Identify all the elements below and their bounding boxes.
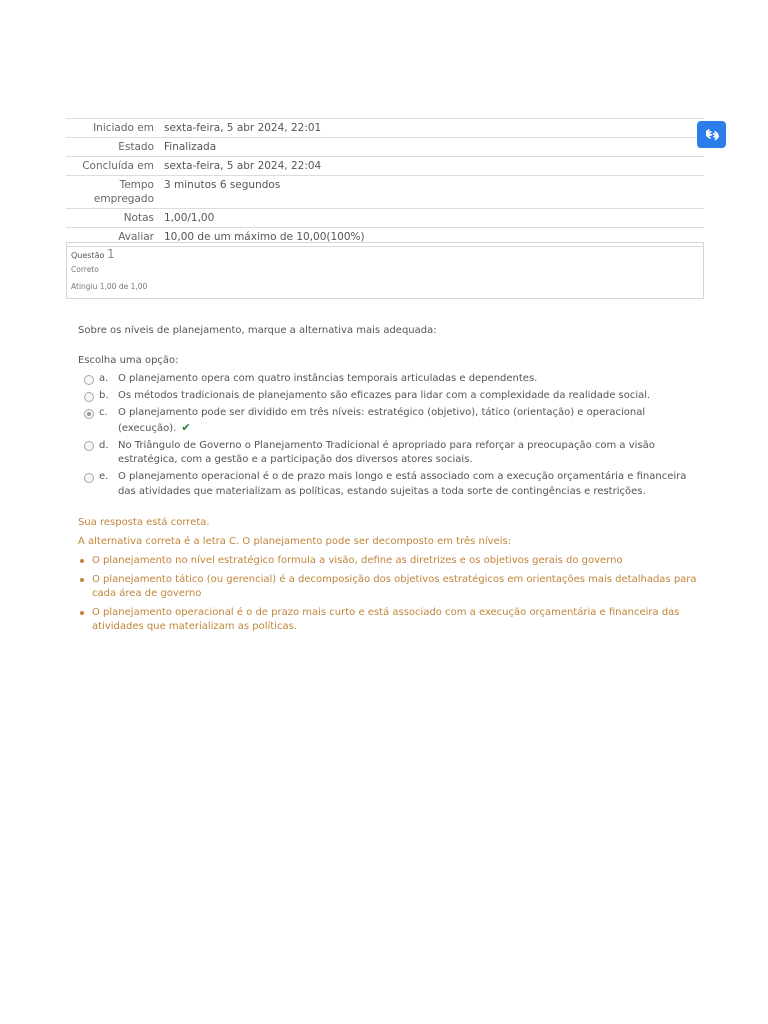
summary-label: Avaliar bbox=[66, 228, 164, 247]
answer-text: No Triângulo de Governo o Planejamento Tradicional é apropriado para reforçar a preocupação com a visão estratégica, com a gestão e a participação dos diversos atores sociais. bbox=[118, 439, 655, 465]
summary-label: Tempo empregado bbox=[66, 176, 164, 209]
feedback-list bbox=[78, 554, 698, 634]
attempt-summary-table bbox=[66, 118, 704, 247]
answer-text: O planejamento operacional é o de prazo mais longo e está associado com a execução orçamentária e financeira das atividades que materializam as políticas, estando sujeitas a toda sorte de contingências e restrições. bbox=[118, 471, 687, 497]
summary-label: Iniciado em bbox=[66, 119, 164, 138]
choose-option-prompt: Escolha uma opção: bbox=[78, 355, 179, 366]
answer-letter: b. bbox=[99, 390, 109, 401]
answer-letter: a. bbox=[99, 373, 109, 384]
answer-options bbox=[84, 372, 704, 502]
summary-row-state bbox=[66, 138, 704, 157]
answer-option-d[interactable] bbox=[84, 439, 704, 468]
question-grade: Atingiu 1,00 de 1,00 bbox=[71, 282, 148, 291]
bullet-icon bbox=[80, 578, 84, 582]
summary-value: Finalizada bbox=[164, 138, 704, 157]
bullet-icon bbox=[80, 559, 84, 563]
summary-value: 3 minutos 6 segundos bbox=[164, 176, 704, 209]
answer-letter: c. bbox=[99, 407, 108, 418]
feedback-list-item bbox=[78, 573, 698, 601]
answer-text: O planejamento pode ser dividido em três níveis: estratégico (objetivo), tático (orientação) e operacional (execução). bbox=[118, 407, 646, 434]
answer-letter: e. bbox=[99, 471, 109, 482]
radio-button[interactable] bbox=[84, 473, 94, 483]
summary-row-started bbox=[66, 119, 704, 138]
correct-check-icon: ✔ bbox=[181, 420, 191, 434]
answer-option-e[interactable] bbox=[84, 470, 704, 499]
summary-label: Notas bbox=[66, 209, 164, 228]
answer-option-c[interactable] bbox=[84, 406, 704, 436]
feedback-item-text: O planejamento no nível estratégico formula a visão, define as diretrizes e os objetivos gerais do governo bbox=[92, 555, 623, 566]
answer-option-b[interactable] bbox=[84, 389, 704, 404]
feedback-list-item bbox=[78, 554, 698, 568]
feedback-item-text: O planejamento operacional é o de prazo mais curto e está associado com a execução orçamentária e financeira das atividades que materializam as políticas. bbox=[92, 607, 680, 632]
feedback-heading: Sua resposta está correta. bbox=[78, 517, 210, 528]
answer-text-wrap bbox=[118, 406, 704, 436]
question-info-box bbox=[66, 242, 704, 299]
sign-language-hands-icon bbox=[703, 127, 721, 143]
summary-value: 1,00/1,00 bbox=[164, 209, 704, 228]
summary-label: Estado bbox=[66, 138, 164, 157]
feedback-intro: A alternativa correta é a letra C. O planejamento pode ser decomposto em três níveis: bbox=[78, 536, 512, 547]
radio-button[interactable] bbox=[84, 392, 94, 402]
question-number bbox=[71, 248, 699, 262]
summary-value: sexta-feira, 5 abr 2024, 22:01 bbox=[164, 119, 704, 138]
bullet-icon bbox=[80, 611, 84, 615]
radio-button-selected[interactable] bbox=[84, 409, 94, 419]
summary-value: sexta-feira, 5 abr 2024, 22:04 bbox=[164, 157, 704, 176]
summary-row-marks bbox=[66, 209, 704, 228]
question-text: Sobre os níveis de planejamento, marque a alternativa mais adequada: bbox=[78, 325, 437, 336]
feedback-list-item bbox=[78, 606, 698, 634]
summary-value: 10,00 de um máximo de 10,00(100%) bbox=[164, 228, 704, 247]
answer-text: O planejamento opera com quatro instâncias temporais articuladas e dependentes. bbox=[118, 373, 538, 384]
answer-letter: d. bbox=[99, 439, 109, 451]
question-label: Questão bbox=[71, 251, 105, 260]
summary-label: Concluída em bbox=[66, 157, 164, 176]
question-number-value: 1 bbox=[106, 247, 115, 261]
feedback-item-text: O planejamento tático (ou gerencial) é a decomposição dos objetivos estratégicos em orientações mais detalhadas para cada área de governo bbox=[92, 574, 697, 599]
answer-option-a[interactable] bbox=[84, 372, 704, 387]
summary-row-completed bbox=[66, 157, 704, 176]
summary-row-time-taken bbox=[66, 176, 704, 209]
accessibility-button[interactable] bbox=[697, 121, 726, 148]
radio-button[interactable] bbox=[84, 441, 94, 451]
feedback-section bbox=[78, 516, 698, 639]
question-state: Correto bbox=[71, 265, 99, 274]
radio-button[interactable] bbox=[84, 375, 94, 385]
answer-text: Os métodos tradicionais de planejamento são eficazes para lidar com a complexidade da realidade social. bbox=[118, 390, 651, 401]
